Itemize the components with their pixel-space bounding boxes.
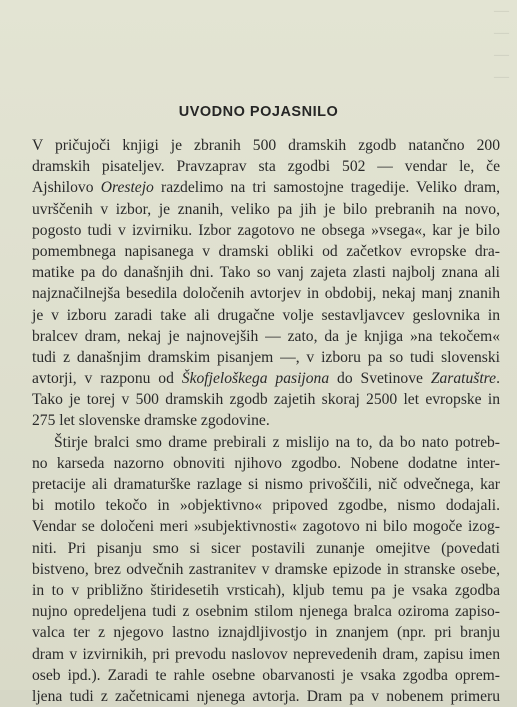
text-line xyxy=(32,177,500,198)
text-line xyxy=(32,135,500,156)
text-line xyxy=(32,432,500,453)
text-line xyxy=(32,241,500,262)
text-segment: ljena tudi z začetnicami njenega avtorja. Dram pa v nobenem primeru xyxy=(32,687,500,705)
text-segment: dramskih pisateljev. Pravzaprav sta zgodbi 502 — vendar le, če xyxy=(32,158,500,176)
text-segment: pogosto tudi v izvirniku. Izbor zagotovo ne obsega »vsega«, kar je bilo xyxy=(32,221,500,239)
text-segment: je v izboru zaradi take ali drugačne volje sestavljavcev geslovnika in xyxy=(32,306,500,324)
text-line xyxy=(32,368,500,389)
text-segment: . xyxy=(496,370,500,388)
text-segment: bi motilo tekočo in »objektivno« pripoved zgodbe, nismo dodajali. xyxy=(32,497,500,515)
text-segment: Tako je torej v 500 dramskih zgodb zajetih skoraj 2500 let evropske in xyxy=(32,391,500,409)
text-line xyxy=(32,283,500,304)
italic-title: Škofjeloškega pasijona xyxy=(181,370,330,388)
text-line xyxy=(32,495,500,516)
text-segment: Ajshilovo xyxy=(32,179,101,197)
text-line xyxy=(32,453,500,474)
text-segment: tudi z današnjim dramskim pisanjem —, v izboru pa so tudi slovenski xyxy=(32,348,500,366)
paragraph xyxy=(32,135,500,432)
text-segment: bistveno, brez odvečnih zastranitev v dramske epizode in stranske osebe, xyxy=(32,560,500,578)
text-line xyxy=(32,538,500,559)
text-line xyxy=(32,305,500,326)
text-segment: no karseda nazorno obnoviti njihovo zgodbo. Nobene dodatne inter- xyxy=(32,454,500,472)
text-line xyxy=(32,516,500,537)
text-segment: do Svetinove xyxy=(329,370,431,388)
text-line xyxy=(32,156,500,177)
bleed-line: — xyxy=(494,69,509,85)
paragraph xyxy=(32,432,500,707)
text-segment: V pričujoči knjigi je zbranih 500 dramskih zgodb natančno 200 xyxy=(32,137,500,154)
text-segment: in to v približno štiridesetih vrsticah), kljub temu pa je vsaka zgodba xyxy=(32,581,500,599)
bleed-line: — xyxy=(494,25,509,41)
text-segment: pomembnega napisanega v dramski obliki od začetkov evropske dra- xyxy=(32,242,500,260)
text-line xyxy=(32,347,500,368)
text-line xyxy=(32,559,500,580)
text-segment: razdelimo na tri samostojne tragedije. Veliko dram, xyxy=(153,179,500,197)
text-segment: bralcev dram, nekaj je najnovejših — zato, da je knjiga »na tekočem« xyxy=(32,327,500,345)
text-line xyxy=(32,199,500,220)
text-line xyxy=(32,326,500,347)
text-segment: niti. Pri pisanju smo si sicer postavili zunanje omejitve (povedati xyxy=(32,539,500,557)
italic-title: Orestejo xyxy=(100,179,154,197)
text-segment: matike pa do današnjih dni. Tako so vanj zajeta zlasti najbolj znana ali xyxy=(32,264,500,282)
text-segment: oseb ipd.). Zaradi te rahle osebne obarvanosti je vsaka zgodba oprem- xyxy=(32,666,500,684)
bleed-line: — xyxy=(494,3,509,19)
text-line xyxy=(32,262,500,283)
text-segment: avtorji, v razponu od xyxy=(32,370,182,388)
text-segment: nujno opredeljena tudi z osebnim stilom njenega bralca oziroma zapiso- xyxy=(32,603,500,621)
text-line xyxy=(32,622,500,643)
text-segment: dram v izvirnikih, pri prevodu naslovov neprevedenih dram, zapisu imen xyxy=(32,645,500,663)
italic-title: Zaratuštre xyxy=(430,370,497,388)
text-segment: pretacije ali dramaturške razlage si nismo privoščili, nič odvečnega, kar xyxy=(32,476,500,493)
text-line xyxy=(32,474,500,495)
text-segment: uvrščenih v izbor, je znanih, veliko pa jih je bilo prebranih na novo, xyxy=(32,200,500,218)
bleed-through-text xyxy=(360,0,517,95)
text-line xyxy=(32,665,500,686)
text-line xyxy=(32,389,500,410)
page-title: UVODNO POJASNILO xyxy=(178,104,339,120)
text-line xyxy=(32,644,500,665)
body-text xyxy=(32,135,500,707)
text-segment: Štirje bralci smo drame prebirali z mislijo na to, da bo nato potreb- xyxy=(54,433,500,451)
text-segment: najznačilnejša besedila določenih avtorjev in obdobij, nekaj manj znanih xyxy=(32,285,500,303)
bleed-line: — xyxy=(494,47,509,63)
text-segment: valca ter z njegovo lastno iznajdljivostjo in znanjem (npr. pri branju xyxy=(32,624,500,642)
text-segment: Vendar se določeni meri »subjektivnosti« zagotovo ni bilo mogoče izog- xyxy=(32,518,500,536)
text-line xyxy=(32,580,500,601)
text-line xyxy=(32,220,500,241)
text-line xyxy=(32,686,500,707)
text-line xyxy=(32,601,500,622)
text-segment: 275 let slovenske dramske zgodovine. xyxy=(32,412,270,430)
text-line xyxy=(32,410,500,431)
